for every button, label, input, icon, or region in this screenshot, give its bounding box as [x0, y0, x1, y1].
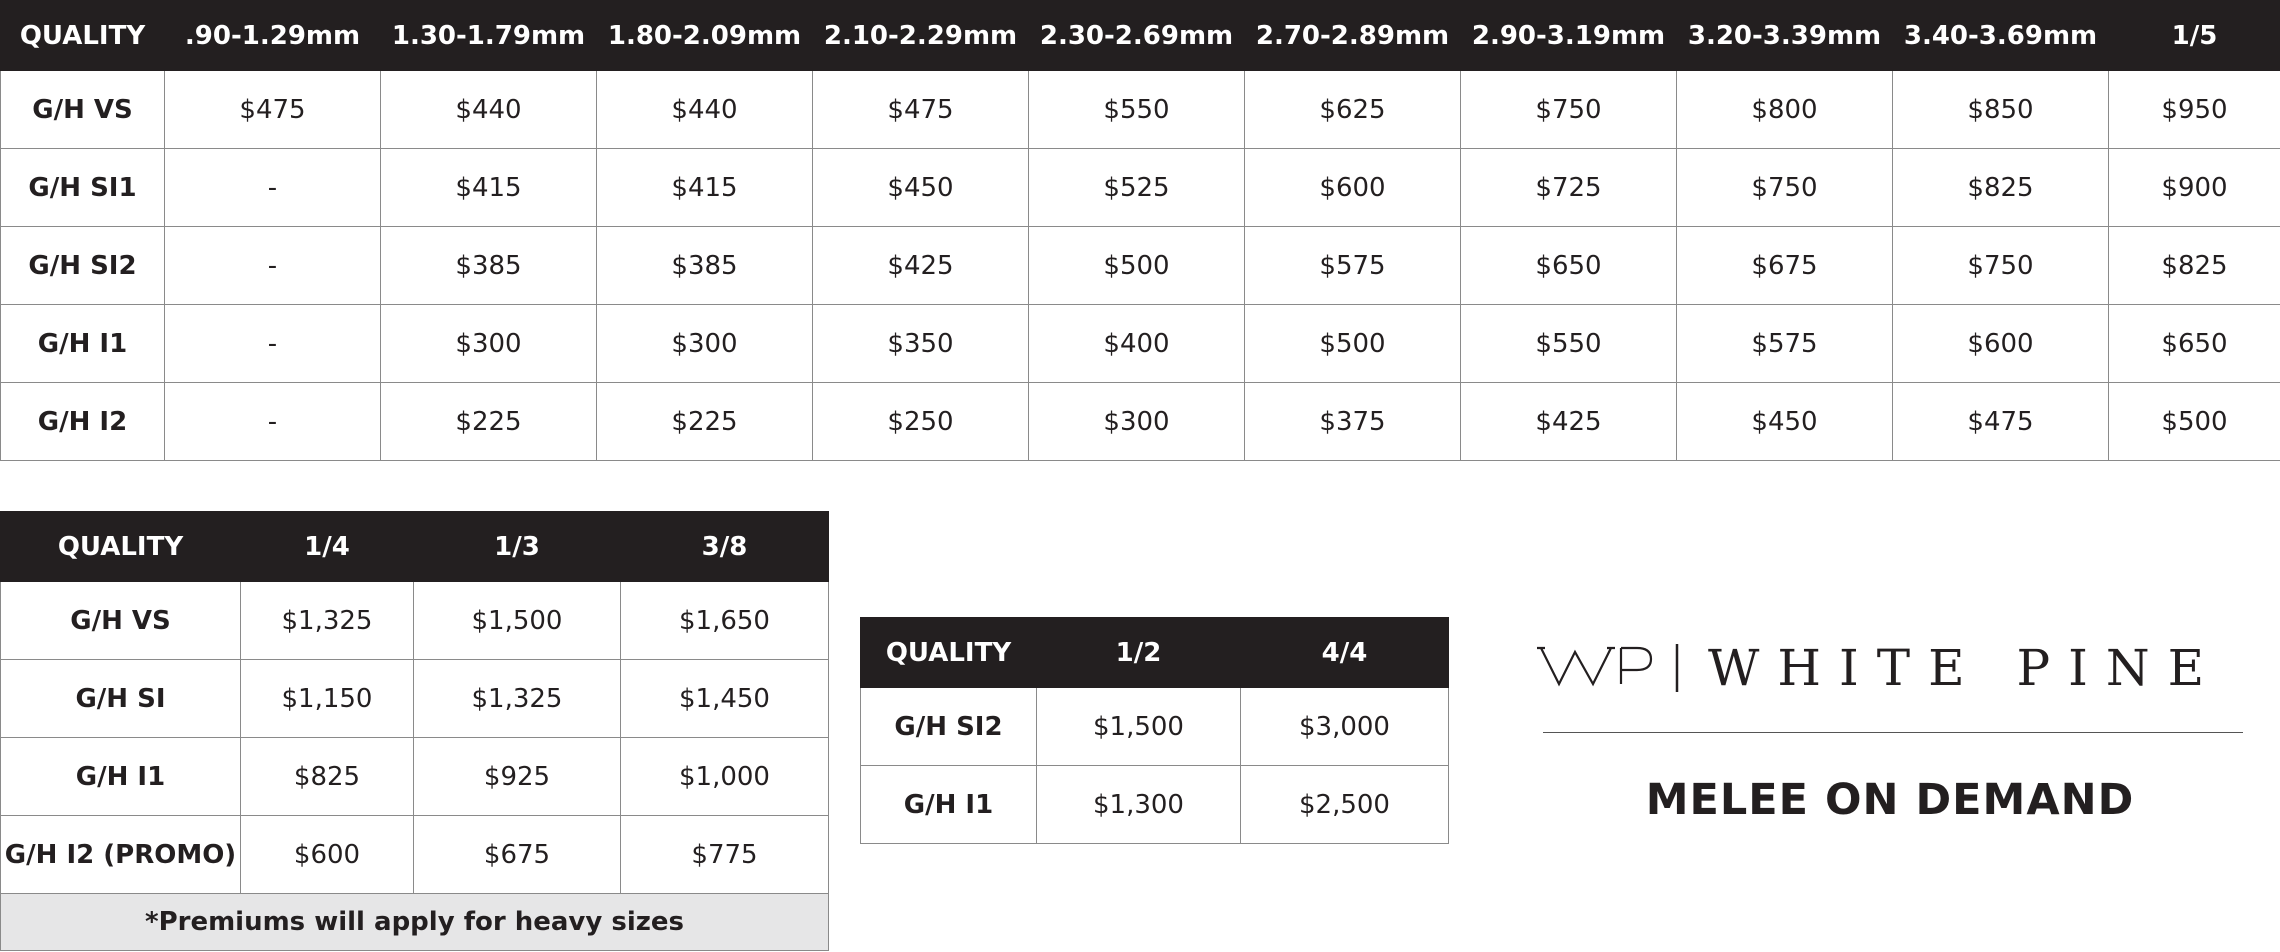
quality-label: G/H I1 — [1, 738, 241, 816]
column-header-quality: QUALITY — [1, 1, 165, 71]
column-header-quality: QUALITY — [861, 618, 1037, 688]
brand-divider — [1543, 732, 2243, 733]
column-header-3-20-3-39mm: 3.20-3.39mm — [1677, 1, 1893, 71]
wp-monogram-icon — [1537, 638, 1687, 698]
price-cell: $440 — [597, 71, 813, 149]
price-cell: $225 — [597, 383, 813, 461]
table-row — [1, 71, 2280, 149]
price-cell: $825 — [1893, 149, 2109, 227]
price-cell: $3,000 — [1241, 688, 1449, 766]
quality-label: G/H VS — [1, 71, 165, 149]
price-cell: $1,150 — [241, 660, 414, 738]
price-cell: $900 — [2109, 149, 2280, 227]
price-cell: $575 — [1677, 305, 1893, 383]
price-cell: $1,500 — [414, 582, 621, 660]
price-cell: $825 — [2109, 227, 2280, 305]
quality-label: G/H SI2 — [861, 688, 1037, 766]
table-row — [1, 227, 2280, 305]
column-header-1-80-2-09mm: 1.80-2.09mm — [597, 1, 813, 71]
price-cell: $725 — [1461, 149, 1677, 227]
price-cell: $675 — [414, 816, 621, 894]
price-cell: $385 — [381, 227, 597, 305]
column-header-1-2: 1/2 — [1037, 618, 1241, 688]
price-cell: $1,000 — [621, 738, 829, 816]
price-cell: $475 — [165, 71, 381, 149]
price-cell: $550 — [1029, 71, 1245, 149]
price-cell: $500 — [1245, 305, 1461, 383]
price-cell: $225 — [381, 383, 597, 461]
price-cell: $800 — [1677, 71, 1893, 149]
price-cell: $775 — [621, 816, 829, 894]
quality-label: G/H SI2 — [1, 227, 165, 305]
quality-label: G/H SI1 — [1, 149, 165, 227]
table-row — [1, 383, 2280, 461]
price-cell: $600 — [1245, 149, 1461, 227]
price-cell: $850 — [1893, 71, 2109, 149]
price-cell: $1,500 — [1037, 688, 1241, 766]
column-header-3-8: 3/8 — [621, 512, 829, 582]
column-header-quality: QUALITY — [1, 512, 241, 582]
table-row — [1, 149, 2280, 227]
brand-logo — [1535, 630, 2245, 700]
column-header-90-1-29mm: .90-1.29mm — [165, 1, 381, 71]
price-cell: $475 — [813, 71, 1029, 149]
price-cell: $1,650 — [621, 582, 829, 660]
table-note-row — [1, 894, 829, 951]
table-header-row — [1, 1, 2280, 71]
price-cell: $250 — [813, 383, 1029, 461]
price-cell: $425 — [813, 227, 1029, 305]
quality-label: G/H I2 — [1, 383, 165, 461]
column-header-2-30-2-69mm: 2.30-2.69mm — [1029, 1, 1245, 71]
brand-tagline: MELEE ON DEMAND — [1645, 775, 2135, 825]
table-header-row — [1, 512, 829, 582]
column-header-1-3: 1/3 — [414, 512, 621, 582]
column-header-1-4: 1/4 — [241, 512, 414, 582]
price-cell: $925 — [414, 738, 621, 816]
price-cell: $600 — [241, 816, 414, 894]
price-cell: $300 — [381, 305, 597, 383]
price-cell: $525 — [1029, 149, 1245, 227]
price-cell: $475 — [1893, 383, 2109, 461]
price-cell: $300 — [1029, 383, 1245, 461]
price-table-large-sizes — [0, 511, 829, 951]
price-cell: $350 — [813, 305, 1029, 383]
price-cell: - — [165, 383, 381, 461]
column-header-2-70-2-89mm: 2.70-2.89mm — [1245, 1, 1461, 71]
column-header-2-90-3-19mm: 2.90-3.19mm — [1461, 1, 1677, 71]
table-row — [1, 305, 2280, 383]
brand-name: WHITE PINE — [1708, 639, 2223, 697]
table-header-row — [861, 618, 1449, 688]
quality-label: G/H SI — [1, 660, 241, 738]
price-table-carat-sizes — [860, 617, 1449, 844]
price-cell: $300 — [597, 305, 813, 383]
table-row — [861, 688, 1449, 766]
price-cell: $625 — [1245, 71, 1461, 149]
price-cell: $415 — [597, 149, 813, 227]
price-table-main — [0, 0, 2280, 461]
price-cell: $550 — [1461, 305, 1677, 383]
table-row — [1, 660, 829, 738]
price-cell: $600 — [1893, 305, 2109, 383]
price-cell: $415 — [381, 149, 597, 227]
price-cell: $950 — [2109, 71, 2280, 149]
price-cell: $440 — [381, 71, 597, 149]
price-cell: - — [165, 305, 381, 383]
table-row — [1, 582, 829, 660]
price-cell: $1,325 — [414, 660, 621, 738]
price-cell: $750 — [1677, 149, 1893, 227]
price-cell: $2,500 — [1241, 766, 1449, 844]
quality-label: G/H I1 — [1, 305, 165, 383]
table-row — [1, 816, 829, 894]
table-row — [861, 766, 1449, 844]
heavy-sizes-note: *Premiums will apply for heavy sizes — [1, 894, 829, 951]
price-cell: $675 — [1677, 227, 1893, 305]
price-cell: $650 — [2109, 305, 2280, 383]
column-header-4-4: 4/4 — [1241, 618, 1449, 688]
price-cell: $575 — [1245, 227, 1461, 305]
price-cell: $500 — [2109, 383, 2280, 461]
price-cell: $750 — [1461, 71, 1677, 149]
price-cell: $825 — [241, 738, 414, 816]
column-header-3-40-3-69mm: 3.40-3.69mm — [1893, 1, 2109, 71]
price-cell: $400 — [1029, 305, 1245, 383]
price-cell: $1,325 — [241, 582, 414, 660]
price-cell: $1,300 — [1037, 766, 1241, 844]
price-cell: $500 — [1029, 227, 1245, 305]
price-cell: $450 — [1677, 383, 1893, 461]
price-cell: $450 — [813, 149, 1029, 227]
column-header-2-10-2-29mm: 2.10-2.29mm — [813, 1, 1029, 71]
column-header-1-30-1-79mm: 1.30-1.79mm — [381, 1, 597, 71]
table-row — [1, 738, 829, 816]
price-cell: $750 — [1893, 227, 2109, 305]
price-cell: $375 — [1245, 383, 1461, 461]
price-cell: - — [165, 227, 381, 305]
price-cell: $425 — [1461, 383, 1677, 461]
price-cell: $385 — [597, 227, 813, 305]
brand-block — [1535, 630, 2245, 840]
price-cell: $1,450 — [621, 660, 829, 738]
price-cell: $650 — [1461, 227, 1677, 305]
column-header-1-5: 1/5 — [2109, 1, 2280, 71]
price-cell: - — [165, 149, 381, 227]
quality-label: G/H I1 — [861, 766, 1037, 844]
quality-label: G/H I2 (PROMO) — [1, 816, 241, 894]
quality-label: G/H VS — [1, 582, 241, 660]
